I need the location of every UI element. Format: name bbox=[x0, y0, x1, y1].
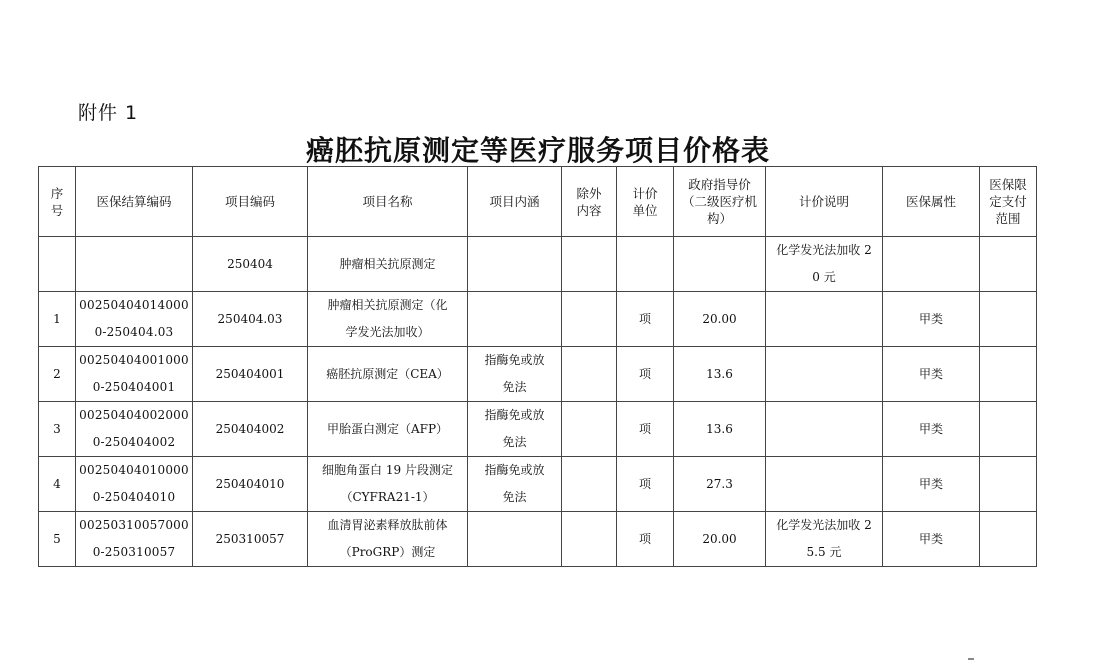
cell-item-code: 250404.03 bbox=[193, 292, 308, 347]
cell-excluded bbox=[562, 512, 617, 567]
cell-insurance-attr: 甲类 bbox=[883, 347, 980, 402]
cell-price: 27.3 bbox=[674, 457, 766, 512]
cell-item-code: 250404002 bbox=[193, 402, 308, 457]
cell-insurance-code: 002504040020000-250404002 bbox=[76, 402, 193, 457]
cell-price: 20.00 bbox=[674, 512, 766, 567]
cell-item-code: 250404 bbox=[193, 237, 308, 292]
cell-price bbox=[674, 237, 766, 292]
cell-item-code: 250310057 bbox=[193, 512, 308, 567]
cell-unit: 项 bbox=[617, 512, 674, 567]
header-connotation: 项目内涵 bbox=[468, 167, 562, 237]
cell-insurance-code: 002503100570000-250310057 bbox=[76, 512, 193, 567]
cell-limit-scope bbox=[980, 457, 1037, 512]
price-table bbox=[38, 166, 1037, 567]
cell-insurance-attr: 甲类 bbox=[883, 292, 980, 347]
cell-price: 13.6 bbox=[674, 347, 766, 402]
cell-price: 20.00 bbox=[674, 292, 766, 347]
cell-excluded bbox=[562, 457, 617, 512]
header-excluded: 除外内容 bbox=[562, 167, 617, 237]
header-item-name: 项目名称 bbox=[308, 167, 468, 237]
cell-insurance-code: 002504040010000-250404001 bbox=[76, 347, 193, 402]
header-limit-scope: 医保限定支付范围 bbox=[980, 167, 1037, 237]
cell-excluded bbox=[562, 292, 617, 347]
cell-item-name: 细胞角蛋白 19 片段测定（CYFRA21-1） bbox=[308, 457, 468, 512]
cell-connotation: 指酶免或放免法 bbox=[468, 402, 562, 457]
table-row bbox=[39, 237, 1037, 292]
cell-limit-scope bbox=[980, 347, 1037, 402]
cell-unit: 项 bbox=[617, 457, 674, 512]
cell-insurance-attr: 甲类 bbox=[883, 402, 980, 457]
cell-insurance-code: 002504040100000-250404010 bbox=[76, 457, 193, 512]
cell-insurance-code bbox=[76, 237, 193, 292]
cell-seq: 5 bbox=[39, 512, 76, 567]
header-item-code: 项目编码 bbox=[193, 167, 308, 237]
cell-limit-scope bbox=[980, 292, 1037, 347]
cell-limit-scope bbox=[980, 402, 1037, 457]
table-row bbox=[39, 347, 1037, 402]
cell-unit bbox=[617, 237, 674, 292]
cell-seq: 3 bbox=[39, 402, 76, 457]
cell-connotation: 指酶免或放免法 bbox=[468, 457, 562, 512]
cell-item-name: 甲胎蛋白测定（AFP） bbox=[308, 402, 468, 457]
header-unit: 计价单位 bbox=[617, 167, 674, 237]
table-row bbox=[39, 402, 1037, 457]
cell-item-name: 肿瘤相关抗原测定 bbox=[308, 237, 468, 292]
cell-pricing-note: 化学发光法加收 25.5 元 bbox=[766, 512, 883, 567]
cell-connotation bbox=[468, 512, 562, 567]
cell-unit: 项 bbox=[617, 347, 674, 402]
cell-excluded bbox=[562, 347, 617, 402]
cell-insurance-attr: 甲类 bbox=[883, 512, 980, 567]
header-seq: 序号 bbox=[39, 167, 76, 237]
table-row bbox=[39, 457, 1037, 512]
cell-connotation bbox=[468, 237, 562, 292]
cell-item-code: 250404001 bbox=[193, 347, 308, 402]
table-row bbox=[39, 292, 1037, 347]
cell-excluded bbox=[562, 237, 617, 292]
cell-insurance-attr: 甲类 bbox=[883, 457, 980, 512]
cell-seq bbox=[39, 237, 76, 292]
cell-seq: 1 bbox=[39, 292, 76, 347]
cell-unit: 项 bbox=[617, 292, 674, 347]
cell-excluded bbox=[562, 402, 617, 457]
cell-item-name: 肿瘤相关抗原测定（化学发光法加收） bbox=[308, 292, 468, 347]
cell-pricing-note: 化学发光法加收 20 元 bbox=[766, 237, 883, 292]
header-pricing-note: 计价说明 bbox=[766, 167, 883, 237]
page-title: 癌胚抗原测定等医疗服务项目价格表 bbox=[305, 134, 770, 167]
cell-item-name: 血清胃泌素释放肽前体（ProGRP）测定 bbox=[308, 512, 468, 567]
cell-insurance-code: 002504040140000-250404.03 bbox=[76, 292, 193, 347]
cell-price: 13.6 bbox=[674, 402, 766, 457]
cell-item-code: 250404010 bbox=[193, 457, 308, 512]
cell-limit-scope bbox=[980, 237, 1037, 292]
cell-seq: 4 bbox=[39, 457, 76, 512]
table-row bbox=[39, 512, 1037, 567]
header-insurance-attr: 医保属性 bbox=[883, 167, 980, 237]
cell-pricing-note bbox=[766, 292, 883, 347]
cell-connotation: 指酶免或放免法 bbox=[468, 347, 562, 402]
cell-unit: 项 bbox=[617, 402, 674, 457]
table-header-row bbox=[39, 167, 1037, 237]
header-insurance-code: 医保结算编码 bbox=[76, 167, 193, 237]
header-price: 政府指导价（二级医疗机构） bbox=[674, 167, 766, 237]
cell-pricing-note bbox=[766, 457, 883, 512]
cell-insurance-attr bbox=[883, 237, 980, 292]
cell-pricing-note bbox=[766, 347, 883, 402]
cell-pricing-note bbox=[766, 402, 883, 457]
cell-limit-scope bbox=[980, 512, 1037, 567]
cell-item-name: 癌胚抗原测定（CEA） bbox=[308, 347, 468, 402]
attachment-label: 附件 1 bbox=[78, 102, 139, 124]
cell-seq: 2 bbox=[39, 347, 76, 402]
cell-connotation bbox=[468, 292, 562, 347]
page-corner-mark bbox=[968, 658, 974, 660]
